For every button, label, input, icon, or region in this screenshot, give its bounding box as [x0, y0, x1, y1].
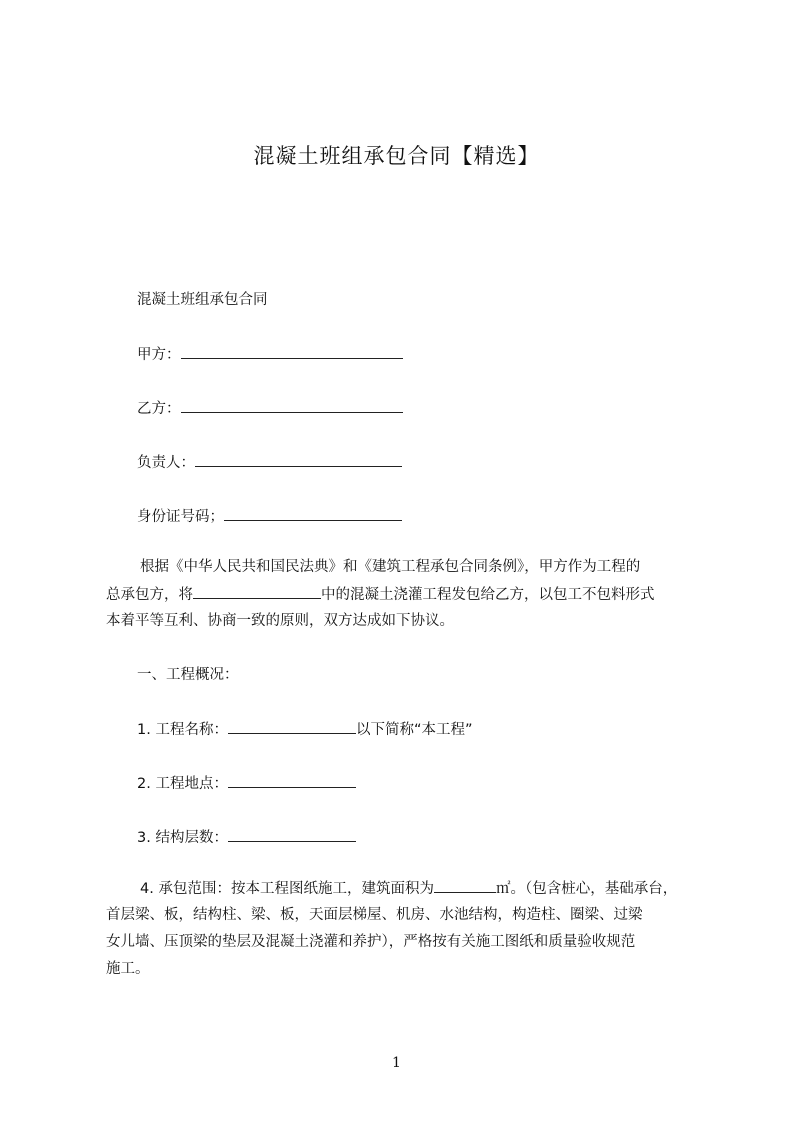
project-name-blank — [193, 584, 321, 599]
item-project-name-suffix: 以下简称“本工程” — [355, 722, 473, 738]
item-project-location-label: 2. 工程地点： — [137, 776, 228, 792]
page-title: 混凝土班组承包合同【精选】 — [253, 144, 540, 168]
item-scope-line-1 — [140, 878, 677, 899]
intro-line-2-before: 总承包方，将 — [106, 587, 193, 603]
building-area-blank — [434, 878, 496, 893]
item-scope-line-1-after: ㎡。（包含桩心，基础承台， — [495, 881, 678, 897]
id-number-label: 身份证号码； — [137, 509, 224, 525]
section-heading-overview: 一、工程概况： — [137, 667, 239, 683]
page-number: 1 — [392, 1055, 401, 1071]
intro-line-2-after: 中的混凝土浇灌工程发包给乙方，以包工不包料形式 — [321, 587, 655, 603]
item-project-name-blank — [228, 719, 356, 734]
person-in-charge-blank — [195, 452, 402, 467]
party-a-blank — [181, 344, 403, 359]
item-project-location — [137, 773, 356, 794]
party-b-label: 乙方： — [137, 401, 181, 417]
item-structure-floors-label: 3. 结构层数： — [137, 830, 228, 846]
person-in-charge-label: 负责人： — [137, 455, 195, 471]
party-b-blank — [181, 398, 403, 413]
intro-line-1: 根据《中华人民共和国民法典》和《建筑工程承包合同条例》，甲方作为工程的 — [140, 559, 641, 575]
item-scope-line-3: 女儿墙、压顶梁的垫层及混凝土浇灌和养护），严格按有关施工图纸和质量验收规范 — [106, 934, 636, 950]
id-number-line — [137, 506, 402, 527]
item-project-name-label: 1. 工程名称： — [137, 722, 228, 738]
item-scope-line-4: 施工。 — [106, 961, 150, 977]
intro-line-2 — [106, 584, 655, 605]
party-a-line — [137, 344, 403, 365]
item-structure-floors — [137, 827, 356, 848]
item-project-name — [137, 719, 472, 740]
party-b-line — [137, 398, 403, 419]
item-scope-line-1-before: 4. 承包范围：按本工程图纸施工，建筑面积为 — [140, 881, 434, 897]
item-scope-line-2: 首层梁、板，结构柱、梁、板，天面层梯屋、机房、水池结构，构造柱、圈梁、过梁 — [106, 907, 643, 923]
party-a-label: 甲方： — [137, 347, 181, 363]
person-in-charge-line — [137, 452, 402, 473]
item-project-location-blank — [228, 773, 356, 788]
id-number-blank — [224, 506, 402, 521]
contract-subtitle: 混凝土班组承包合同 — [137, 292, 268, 308]
item-structure-floors-blank — [228, 827, 356, 842]
intro-line-3: 本着平等互利、协商一致的原则，双方达成如下协议。 — [106, 613, 454, 629]
